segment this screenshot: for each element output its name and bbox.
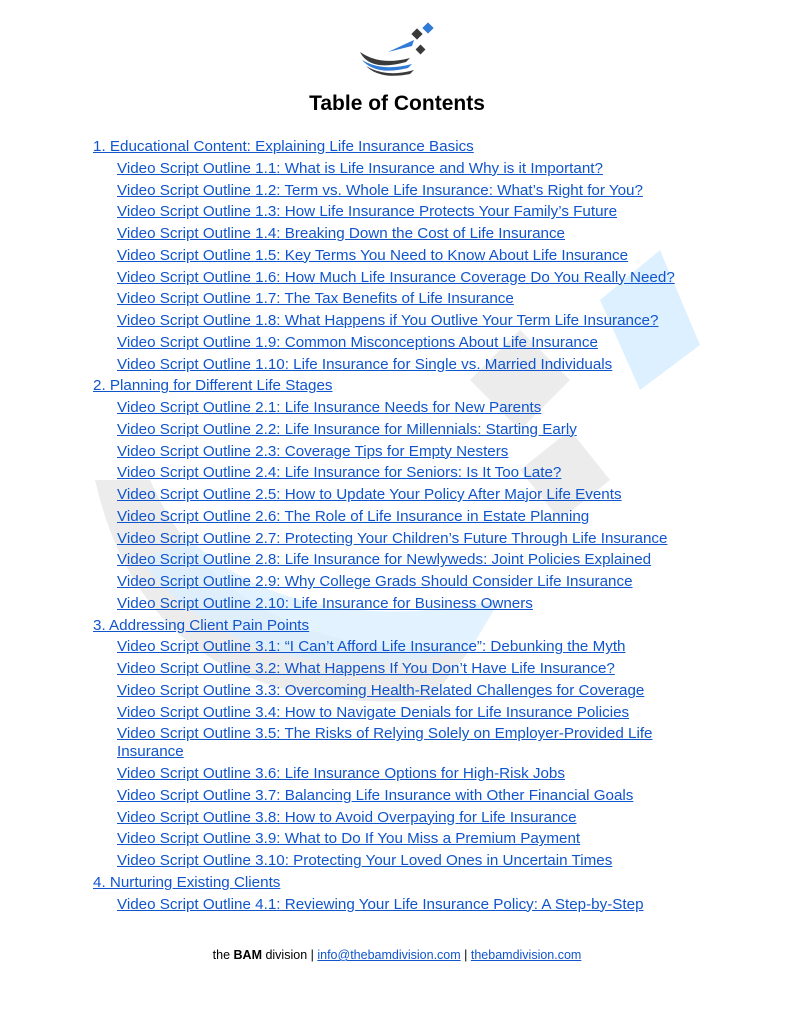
table-of-contents bbox=[93, 138, 693, 917]
toc-item-link[interactable]: Video Script Outline 2.7: Protecting Your Children’s Future Through Life Insurance bbox=[117, 529, 668, 547]
toc-item-link[interactable]: Video Script Outline 2.9: Why College Grads Should Consider Life Insurance bbox=[117, 573, 633, 590]
toc-item-link[interactable]: Video Script Outline 1.3: How Life Insurance Protects Your Family’s Future bbox=[117, 203, 618, 221]
toc-item-link[interactable]: Video Script Outline 3.8: How to Avoid Overpaying for Life Insurance bbox=[117, 808, 577, 826]
toc-item-link[interactable]: Video Script Outline 1.2: Term vs. Whole Life Insurance: What’s Right for You? bbox=[117, 181, 643, 199]
bam-division-logo bbox=[358, 22, 438, 76]
footer-separator: | bbox=[460, 948, 471, 962]
toc-item-link[interactable]: Video Script Outline 4.1: Reviewing Your Life Insurance Policy: A Step-by-Step bbox=[117, 895, 644, 913]
toc-section-link[interactable]: 4. Nurturing Existing Clients bbox=[93, 873, 281, 891]
footer-brand: BAM bbox=[233, 948, 262, 962]
footer-suffix: division bbox=[261, 948, 308, 962]
toc-item-link[interactable]: Video Script Outline 1.9: Common Misconceptions About Life Insurance bbox=[117, 333, 598, 351]
toc-item-link[interactable]: Video Script Outline 3.6: Life Insurance Options for High-Risk Jobs bbox=[117, 765, 565, 782]
page-title: Table of Contents bbox=[309, 92, 485, 115]
toc-item-link[interactable]: Video Script Outline 3.5: The Risks of Relying Solely on Employer-Provided Life Insurance bbox=[117, 725, 653, 761]
footer-email-link[interactable]: info@thebamdivision.com bbox=[317, 948, 461, 962]
toc-section-link[interactable]: 3. Addressing Client Pain Points bbox=[93, 616, 310, 634]
toc-item-link[interactable]: Video Script Outline 2.1: Life Insurance Needs for New Parents bbox=[117, 399, 542, 416]
footer-site-link[interactable]: thebamdivision.com bbox=[470, 948, 582, 962]
toc-item-link[interactable]: Video Script Outline 3.10: Protecting Your Loved Ones in Uncertain Times bbox=[117, 852, 613, 869]
toc-item-link[interactable]: Video Script Outline 1.5: Key Terms You Need to Know About Life Insurance bbox=[117, 246, 629, 264]
toc-item-link[interactable]: Video Script Outline 1.7: The Tax Benefits of Life Insurance bbox=[117, 290, 514, 308]
toc-item-link[interactable]: Video Script Outline 3.3: Overcoming Health-Related Challenges for Coverage bbox=[117, 681, 645, 699]
footer bbox=[0, 948, 794, 962]
toc-section-link[interactable]: 1. Educational Content: Explaining Life Insurance Basics bbox=[93, 138, 474, 155]
toc-item-link[interactable]: Video Script Outline 2.4: Life Insurance for Seniors: Is It Too Late? bbox=[117, 464, 562, 482]
toc-item-link[interactable]: Video Script Outline 3.4: How to Navigate Denials for Life Insurance Policies bbox=[117, 703, 630, 721]
toc-item-link[interactable]: Video Script Outline 3.9: What to Do If You Miss a Premium Payment bbox=[117, 830, 581, 848]
toc-item-link[interactable]: Video Script Outline 2.3: Coverage Tips for Empty Nesters bbox=[117, 442, 509, 460]
toc-item-link[interactable]: Video Script Outline 1.4: Breaking Down the Cost of Life Insurance bbox=[117, 225, 566, 242]
footer-separator: | bbox=[307, 948, 318, 962]
toc-item-link[interactable]: Video Script Outline 1.6: How Much Life Insurance Coverage Do You Really Need? bbox=[117, 268, 675, 286]
toc-item-link[interactable]: Video Script Outline 1.8: What Happens if You Outlive Your Term Life Insurance? bbox=[117, 312, 659, 329]
toc-item-link[interactable]: Video Script Outline 2.8: Life Insurance for Newlyweds: Joint Policies Explained bbox=[117, 551, 652, 569]
toc-item-link[interactable]: Video Script Outline 2.5: How to Update Your Policy After Major Life Events bbox=[117, 486, 622, 503]
toc-item-link[interactable]: Video Script Outline 3.2: What Happens If You Don’t Have Life Insurance? bbox=[117, 660, 615, 677]
footer-prefix: the bbox=[212, 948, 234, 962]
toc-section-link[interactable]: 2. Planning for Different Life Stages bbox=[93, 377, 333, 395]
toc-item-link[interactable]: Video Script Outline 2.10: Life Insurance for Business Owners bbox=[117, 594, 533, 612]
toc-item-link[interactable]: Video Script Outline 3.1: “I Can’t Afford Life Insurance”: Debunking the Myth bbox=[117, 638, 626, 656]
toc-item-link[interactable]: Video Script Outline 2.2: Life Insurance for Millennials: Starting Early bbox=[117, 420, 577, 438]
toc-item-link[interactable]: Video Script Outline 1.1: What is Life Insurance and Why is it Important? bbox=[117, 159, 603, 177]
toc-item-link[interactable]: Video Script Outline 3.7: Balancing Life Insurance with Other Financial Goals bbox=[117, 786, 634, 804]
toc-item-link[interactable]: Video Script Outline 1.10: Life Insurance for Single vs. Married Individuals bbox=[117, 355, 613, 373]
toc-item-link[interactable]: Video Script Outline 2.6: The Role of Life Insurance in Estate Planning bbox=[117, 507, 590, 525]
